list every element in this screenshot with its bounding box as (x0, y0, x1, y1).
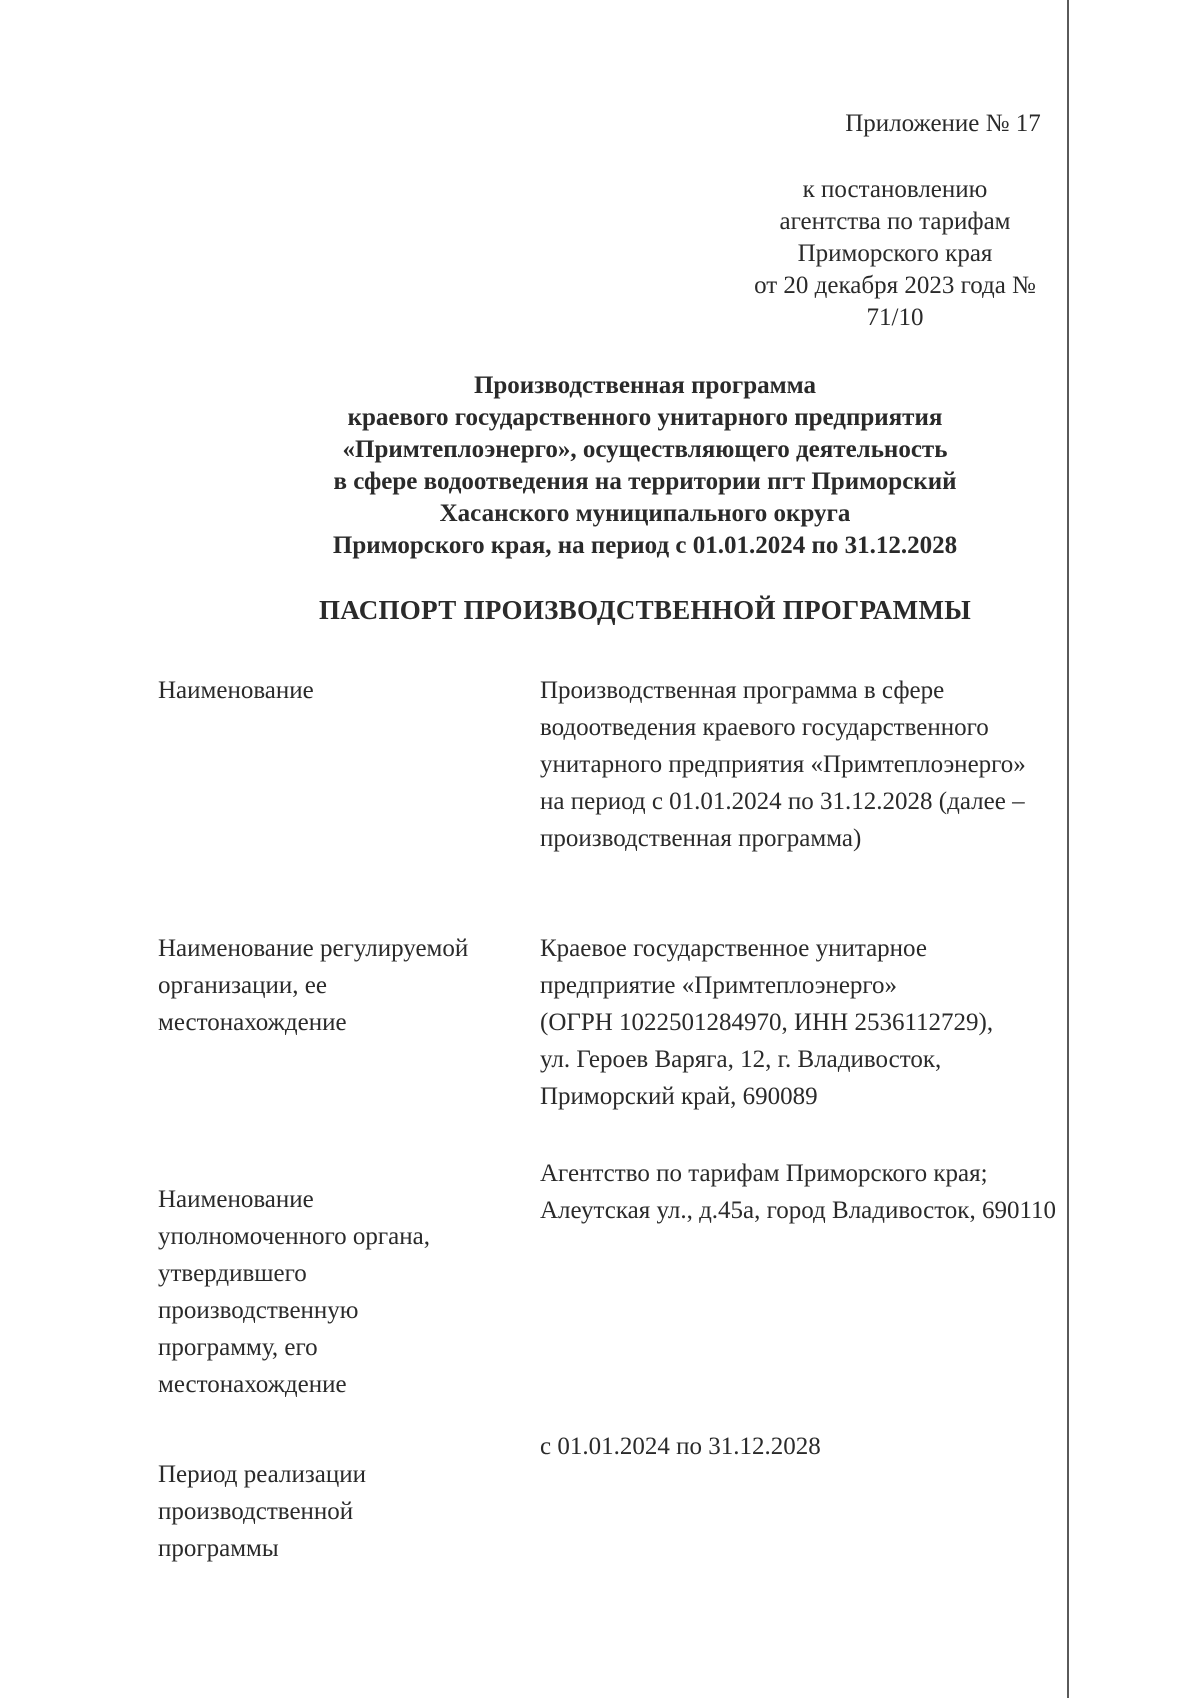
row-label-line: Наименование (158, 1186, 314, 1213)
title-line: краевого государственного унитарного предприятия (347, 404, 943, 431)
row-value-line: на период с 01.01.2024 по 31.12.2028 (далее – (540, 788, 1025, 815)
row-value-line: предприятие «Примтеплоэнерго» (540, 972, 898, 999)
row-value-line: Приморский край, 690089 (540, 1083, 818, 1110)
row-value-line: с 01.01.2024 по 31.12.2028 (540, 1433, 821, 1460)
title-line: Производственная программа (473, 372, 817, 399)
appendix-line: от 20 декабря 2023 года № 71/10 (754, 272, 1036, 331)
row-label-line: Наименование регулируемой (158, 935, 469, 962)
row-value-line: водоотведения краевого государственного (540, 714, 989, 741)
appendix-header (740, 108, 1050, 334)
appendix-line: к постановлению (802, 176, 988, 203)
row-value (540, 1428, 1100, 1465)
row-value-line: Производственная программа в сфере (540, 677, 945, 704)
row-label (158, 1456, 518, 1567)
row-label (158, 1181, 518, 1403)
row-label-line: Наименование (158, 677, 314, 704)
title-line: Приморского края, на период с 01.01.2024 по 31.12.2028 (332, 532, 958, 559)
row-label-line: местонахождение (158, 1371, 347, 1398)
row-value (540, 672, 1100, 857)
row-value-line: производственная программа) (540, 825, 862, 852)
row-label-line: местонахождение (158, 1009, 347, 1036)
row-value (540, 1155, 1100, 1229)
row-value-line: Алеутская ул., д.45а, город Владивосток, 690110 (540, 1197, 1057, 1224)
row-label-line: организации, ее (158, 972, 327, 999)
row-value-line: (ОГРН 1022501284970, ИНН 2536112729), (540, 1009, 994, 1036)
title-line: «Примтеплоэнерго», осуществляющего деятельность (342, 436, 948, 463)
document-title (150, 370, 1140, 562)
title-line: Хасанского муниципального округа (439, 500, 851, 527)
appendix-line: агентства по тарифам (779, 208, 1011, 235)
row-label-line: Период реализации (158, 1461, 366, 1488)
row-label-line: уполномоченного органа, (158, 1223, 430, 1250)
row-value-line: Агентство по тарифам Приморского края; (540, 1160, 988, 1187)
passport-heading: ПАСПОРТ ПРОИЗВОДСТВЕННОЙ ПРОГРАММЫ (318, 595, 972, 625)
row-label (158, 930, 518, 1041)
row-label-line: производственную (158, 1297, 359, 1324)
row-label-line: утвердившего (158, 1260, 307, 1287)
appendix-number: Приложение № 17 (845, 110, 1041, 137)
row-label-line: производственной (158, 1498, 354, 1525)
row-value-line: Краевое государственное унитарное (540, 935, 927, 962)
row-label (158, 672, 518, 709)
row-label-line: программу, его (158, 1334, 318, 1361)
row-value (540, 930, 1100, 1115)
row-value-line: ул. Героев Варяга, 12, г. Владивосток, (540, 1046, 942, 1073)
row-label-line: программы (158, 1535, 279, 1562)
title-line: в сфере водоотведения на территории пгт Приморский (333, 468, 957, 495)
appendix-line: Приморского края (797, 240, 993, 267)
row-value-line: унитарного предприятия «Примтеплоэнерго» (540, 751, 1026, 778)
